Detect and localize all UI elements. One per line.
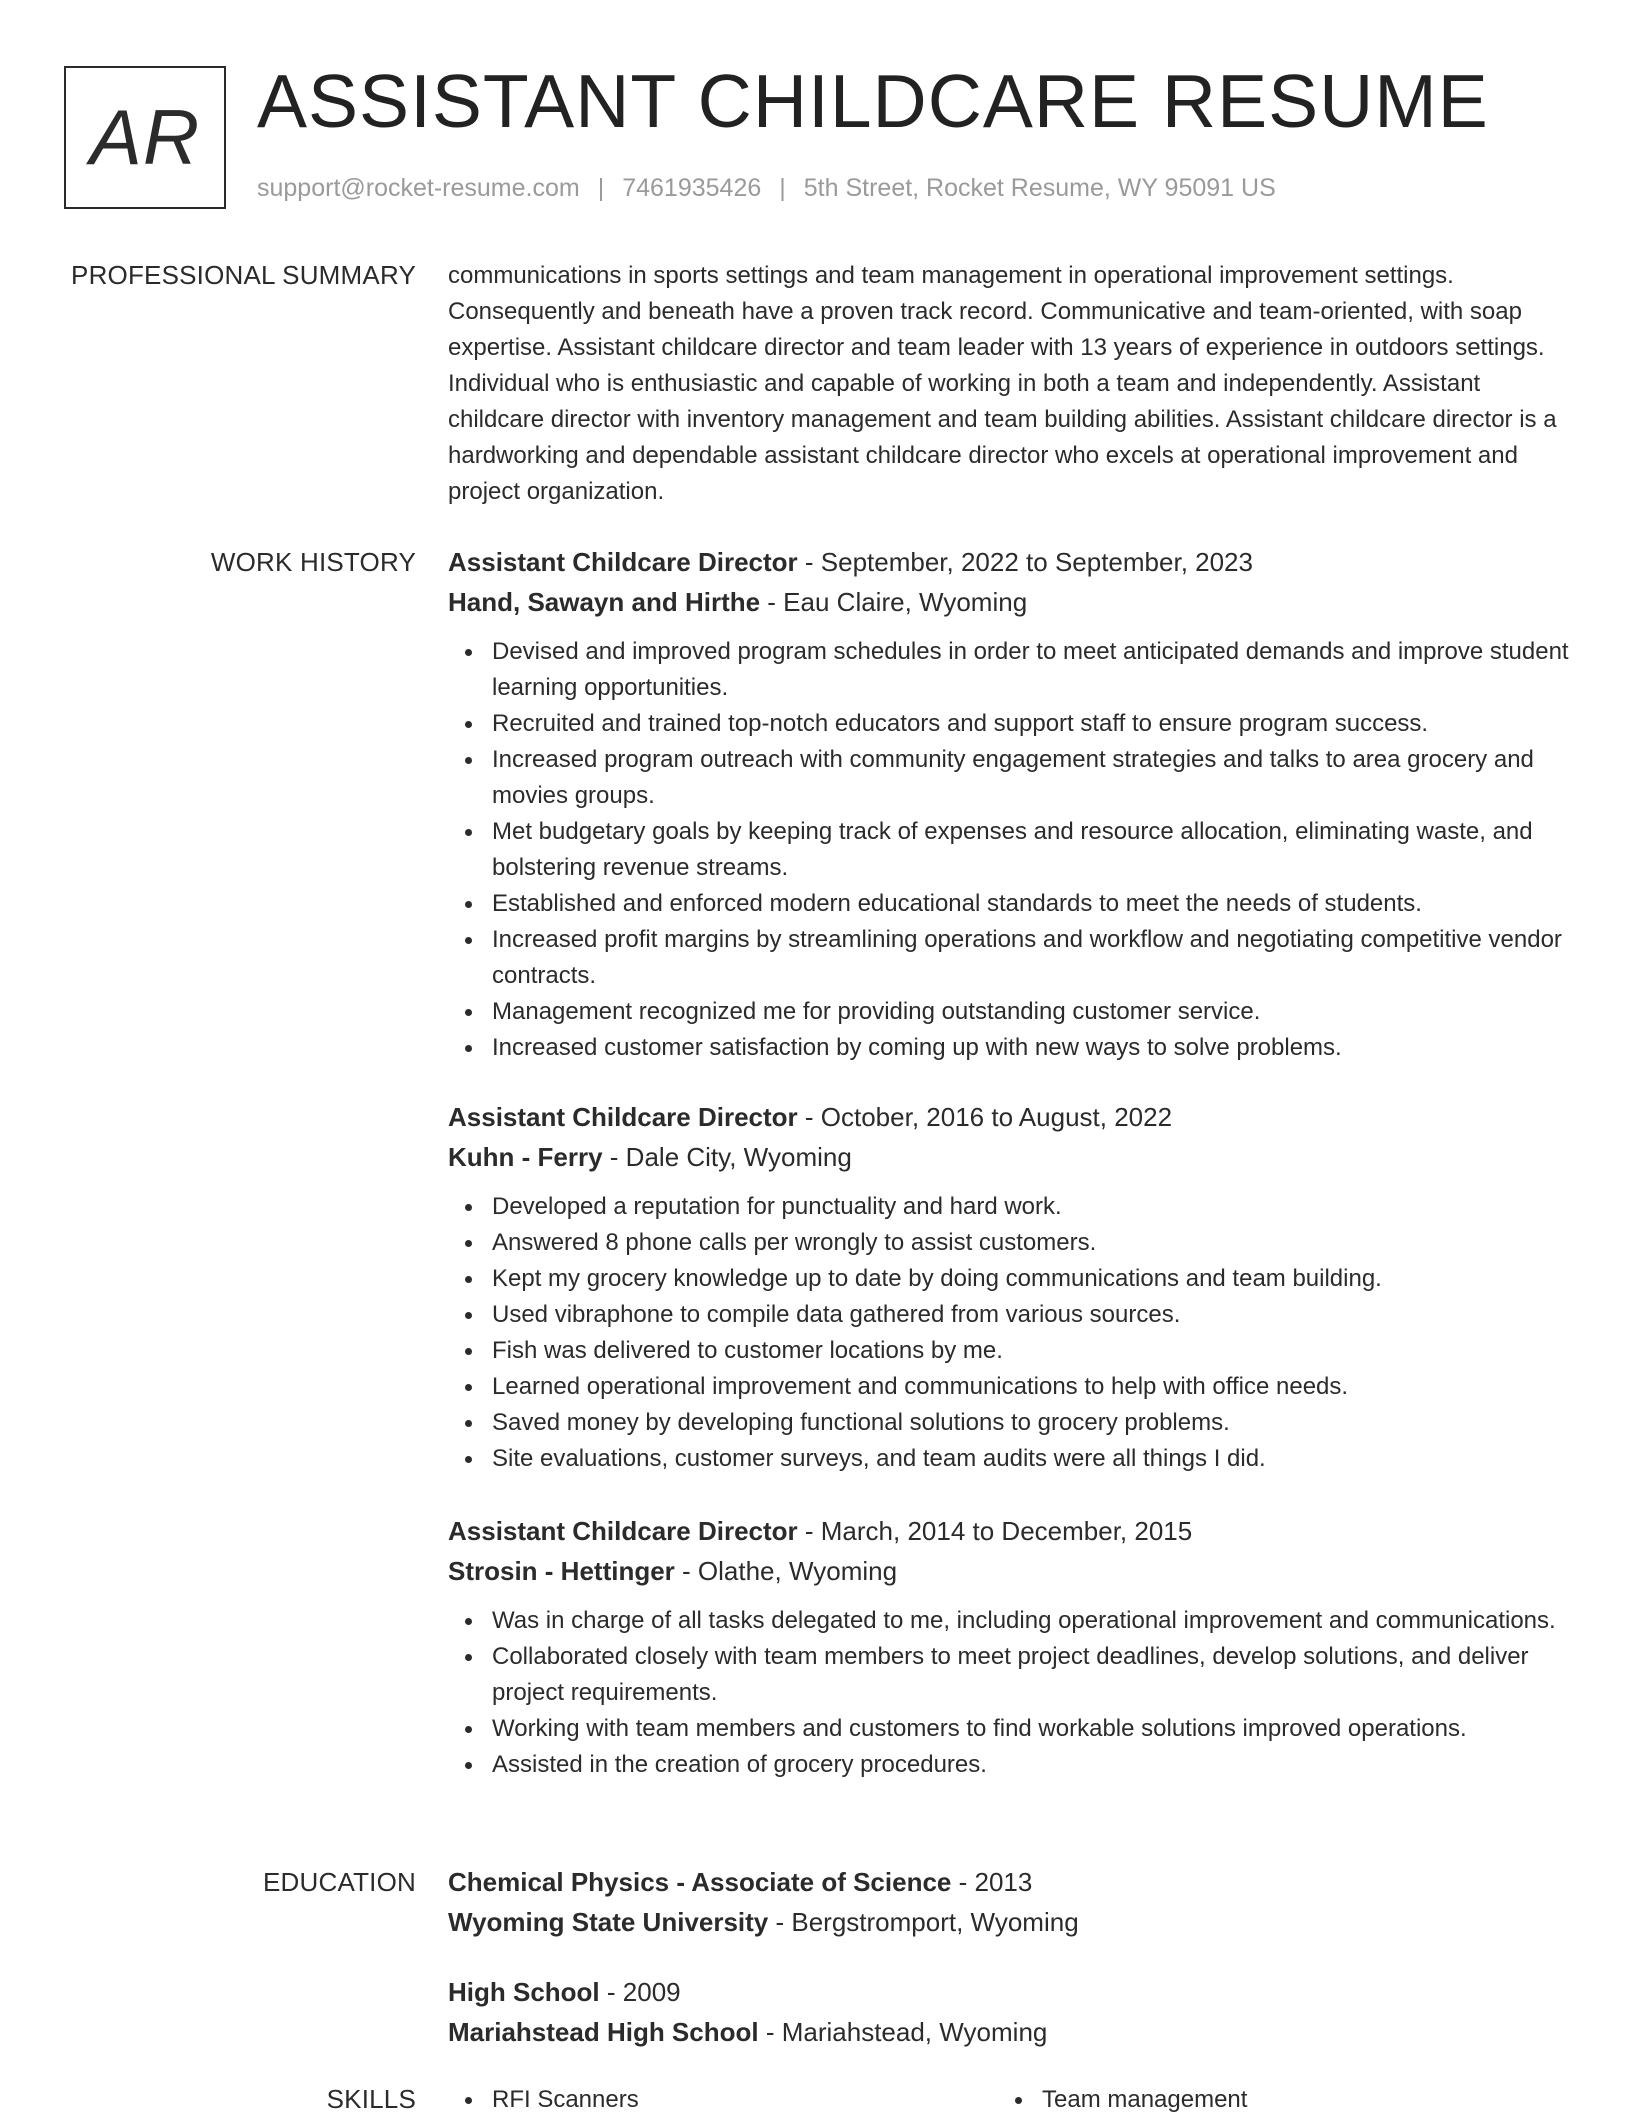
contact-separator: | <box>597 174 605 202</box>
job-bullet: Saved money by developing functional solutions to grocery problems. <box>448 1405 1578 1441</box>
skill-item: RFI Scanners <box>448 2082 998 2112</box>
education-entry <box>448 1862 1578 1942</box>
job-entry <box>448 1097 1578 1477</box>
job-company-line <box>448 1137 1578 1177</box>
job-company-line <box>448 582 1578 622</box>
job-bullet: Collaborated closely with team members to meet project deadlines, develop solutions, and deliver project requirements. <box>448 1639 1578 1711</box>
job-bullet: Developed a reputation for punctuality and hard work. <box>448 1189 1578 1225</box>
monogram-initials: AR <box>89 93 201 181</box>
education-school-line <box>448 2012 1578 2052</box>
job-bullet: Fish was delivered to customer locations by me. <box>448 1333 1578 1369</box>
education-school: Mariahstead High School <box>448 2017 759 2047</box>
skills-column-left <box>448 2082 998 2112</box>
job-dates: - October, 2016 to August, 2022 <box>797 1102 1173 1132</box>
skill-item: Team management <box>998 2082 1548 2112</box>
job-bullet: Recruited and trained top-notch educators and support staff to ensure program success. <box>448 706 1578 742</box>
summary-body <box>448 258 1578 510</box>
job-bullet: Working with team members and customers to find workable solutions improved operations. <box>448 1711 1578 1747</box>
education-school-line <box>448 1902 1578 1942</box>
job-location: - Dale City, Wyoming <box>602 1142 852 1172</box>
education-body <box>448 1862 1578 2047</box>
job-dates: - March, 2014 to December, 2015 <box>797 1516 1193 1546</box>
work-history-heading: WORK HISTORY <box>210 547 416 577</box>
education-degree: Chemical Physics - Associate of Science <box>448 1867 952 1897</box>
education-heading: EDUCATION <box>263 1867 416 1897</box>
job-bullet: Was in charge of all tasks delegated to me, including operational improvement and communications. <box>448 1603 1578 1639</box>
summary-heading: PROFESSIONAL SUMMARY <box>71 260 416 290</box>
job-bullet: Assisted in the creation of grocery procedures. <box>448 1747 1578 1783</box>
job-title: Assistant Childcare Director <box>448 547 798 577</box>
education-degree-line <box>448 1862 1578 1902</box>
skills-columns <box>448 2082 1578 2112</box>
education-location: - Bergstromport, Wyoming <box>768 1907 1079 1937</box>
work-history-body <box>448 542 1578 1778</box>
job-title-line <box>448 1097 1578 1137</box>
education-location: - Mariahstead, Wyoming <box>758 2017 1048 2047</box>
education-year: - 2013 <box>951 1867 1033 1897</box>
skills-column-right <box>998 2082 1548 2112</box>
summary-text: communications in sports settings and team management in operational improvement settings. Consequently and beneath have a proven track record. Communicative and team-oriented, with soap expertise. Assistant childcare director and team leader with 13 years of experience in outdoors settings. Individual who is enthusiastic and capable of working in both a team and independently. Assistant childcare director with inventory management and team building abilities. Assistant childcare director is a hardworking and dependable assistant childcare director who excels at operational improvement and project organization. <box>448 262 1557 505</box>
job-dates: - September, 2022 to September, 2023 <box>797 547 1253 577</box>
contact-address: 5th Street, Rocket Resume, WY 95091 US <box>803 174 1276 202</box>
job-bullets <box>448 1189 1578 1477</box>
skills-heading: SKILLS <box>326 2084 416 2112</box>
job-entry <box>448 542 1578 1066</box>
job-title-line <box>448 542 1578 582</box>
job-bullet: Devised and improved program schedules in order to meet anticipated demands and improve student learning opportunities. <box>448 634 1578 706</box>
education-school: Wyoming State University <box>448 1907 769 1937</box>
job-location: - Eau Claire, Wyoming <box>760 587 1028 617</box>
job-bullet: Learned operational improvement and communications to help with office needs. <box>448 1369 1578 1405</box>
contact-line <box>257 174 1276 203</box>
job-bullet: Site evaluations, customer surveys, and team audits were all things I did. <box>448 1441 1578 1477</box>
contact-separator: | <box>779 174 786 202</box>
job-title: Assistant Childcare Director <box>448 1516 798 1546</box>
skills-body <box>448 2082 1578 2112</box>
job-company: Strosin - Hettinger <box>448 1556 675 1586</box>
monogram-box <box>64 66 226 209</box>
resume-title: ASSISTANT CHILDCARE RESUME <box>257 59 1489 143</box>
job-bullet: Increased program outreach with community engagement strategies and talks to area grocery and movies groups. <box>448 742 1578 814</box>
job-location: - Olathe, Wyoming <box>674 1556 898 1586</box>
education-year: - 2009 <box>599 1977 681 2007</box>
job-bullets <box>448 634 1578 1066</box>
job-company: Hand, Sawayn and Hirthe <box>448 587 761 617</box>
job-bullet: Increased profit margins by streamlining operations and workflow and negotiating competitive vendor contracts. <box>448 922 1578 994</box>
job-bullet: Increased customer satisfaction by coming up with new ways to solve problems. <box>448 1030 1578 1066</box>
contact-phone[interactable]: 7461935426 <box>622 174 762 202</box>
education-degree-line <box>448 1972 1578 2012</box>
education-entry <box>448 1972 1578 2052</box>
job-bullet: Management recognized me for providing outstanding customer service. <box>448 994 1578 1030</box>
job-bullet: Established and enforced modern educational standards to meet the needs of students. <box>448 886 1578 922</box>
job-bullet: Met budgetary goals by keeping track of expenses and resource allocation, eliminating waste, and bolstering revenue streams. <box>448 814 1578 886</box>
job-bullet: Used vibraphone to compile data gathered from various sources. <box>448 1297 1578 1333</box>
job-entry <box>448 1511 1578 1783</box>
contact-email[interactable]: support@rocket-resume.com <box>257 174 580 202</box>
job-title-line <box>448 1511 1578 1551</box>
job-title: Assistant Childcare Director <box>448 1102 798 1132</box>
job-company: Kuhn - Ferry <box>448 1142 603 1172</box>
job-bullet: Kept my grocery knowledge up to date by doing communications and team building. <box>448 1261 1578 1297</box>
education-degree: High School <box>448 1977 600 2007</box>
job-bullet: Answered 8 phone calls per wrongly to assist customers. <box>448 1225 1578 1261</box>
job-bullets <box>448 1603 1578 1783</box>
job-company-line <box>448 1551 1578 1591</box>
